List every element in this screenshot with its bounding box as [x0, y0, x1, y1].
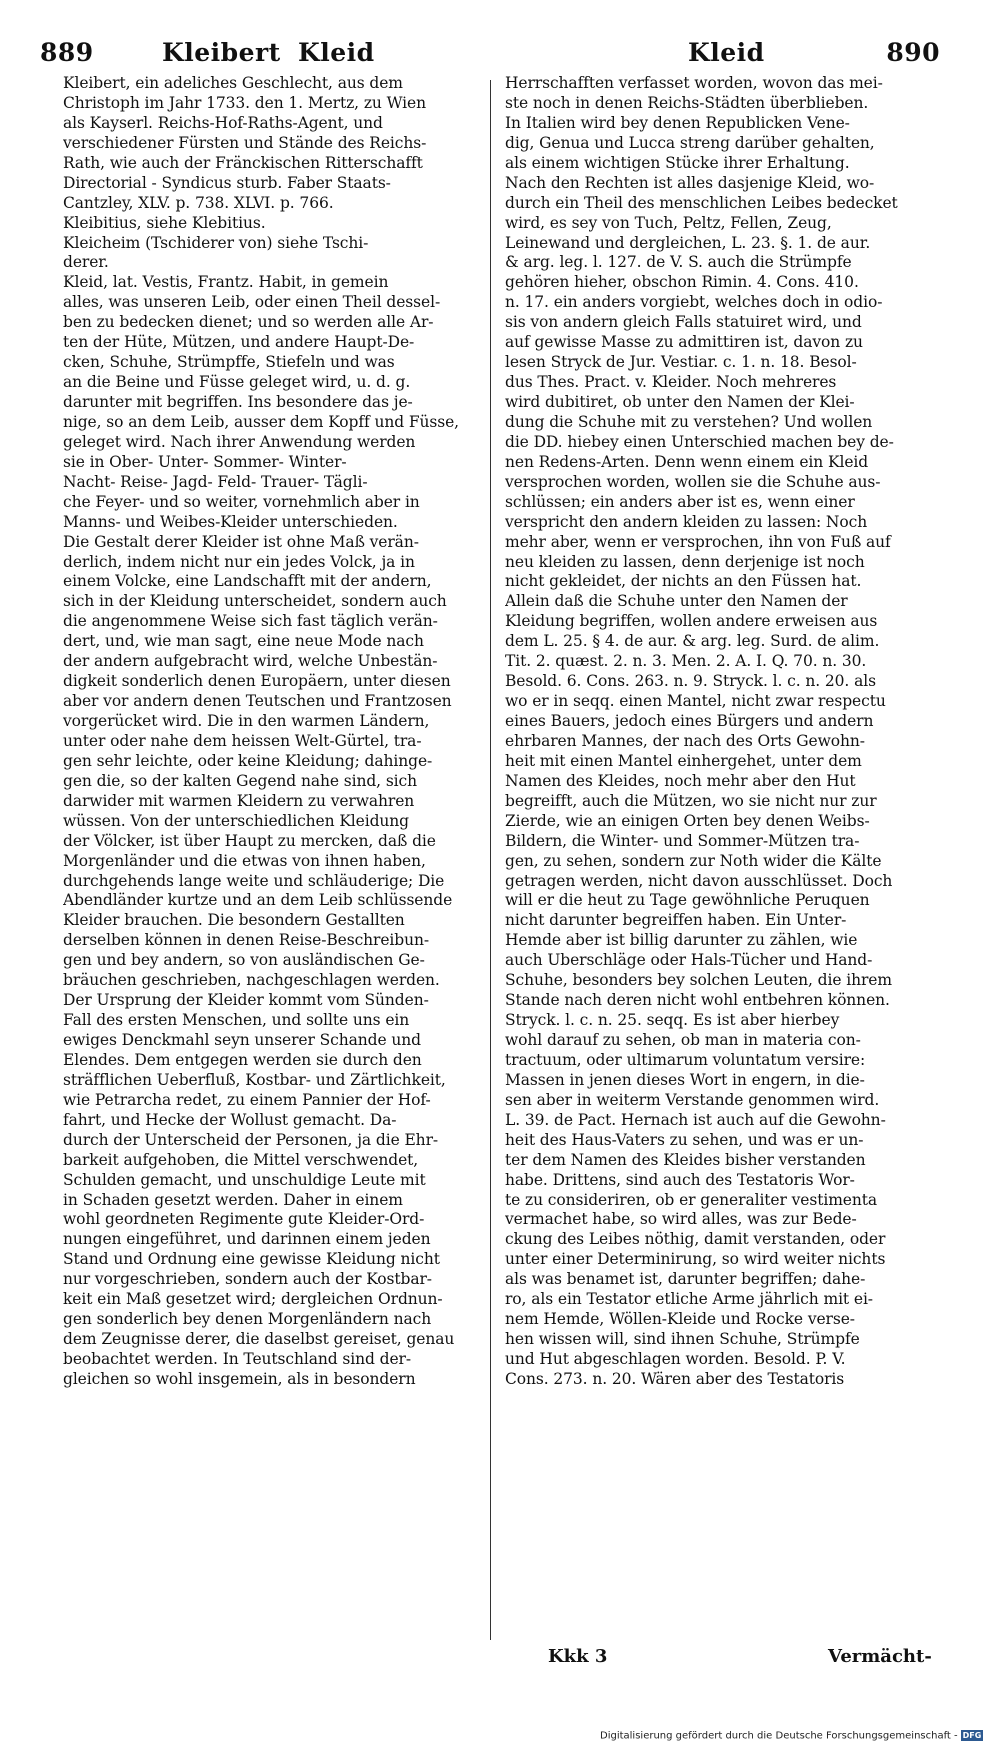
running-header [40, 38, 940, 72]
text-line: Kleicheim (Tschiderer von) siehe Tschi- [63, 233, 369, 252]
text-line: an die Beine und Füsse geleget wird, u. d. g. [63, 373, 411, 392]
text-line: versprochen worden, wollen sie die Schuhe aus- [505, 472, 881, 491]
text-line: Hemde aber ist billig darunter zu zählen, wie [505, 931, 858, 950]
text-line: verspricht den andern kleiden zu lassen: Noch [505, 512, 868, 531]
text-line: durch ein Theil des menschlichen Leibes bedecket [505, 193, 898, 212]
text-line: einem Volcke, eine Landschafft mit der andern, [63, 572, 432, 591]
text-line: Bildern, die Winter- und Sommer-Mützen tra- [505, 831, 860, 850]
text-line: nicht gekleidet, der nichts an den Füssen hat. [505, 572, 862, 591]
text-line: ste noch in denen Reichs-Städten überblieben. [505, 93, 869, 112]
text-line: neu kleiden zu lassen, denn derjenige ist noch [505, 552, 865, 571]
text-line: in Schaden gesetzt werden. Daher in einem [63, 1190, 403, 1209]
text-line: aber vor andern denen Teutschen und Frantzosen [63, 692, 452, 711]
text-line: derselben können in denen Reise-Beschreibun- [63, 931, 430, 950]
text-line: Massen in jenen dieses Wort in engern, in die- [505, 1070, 865, 1089]
text-line: te zu consideriren, ob er generaliter vestimenta [505, 1190, 878, 1209]
text-line: sie in Ober- Unter- Sommer- Winter- [63, 452, 347, 471]
text-line: auf gewisse Masse zu admittiren ist, davon zu [505, 333, 863, 352]
text-line: nige, so an dem Leib, ausser dem Kopff und Füsse, [63, 412, 460, 431]
text-line: Schuhe, besonders bey solchen Leuten, die ihrem [505, 971, 892, 990]
text-line: Rath, wie auch der Fränckischen Ritterschafft [63, 153, 423, 172]
text-line: getragen werden, nicht davon ausschlüsset. Doch [505, 871, 893, 890]
text-line: cken, Schuhe, Strümpffe, Stiefeln und was [63, 353, 395, 372]
text-line: gen und bey andern, so von ausländischen Ge- [63, 951, 425, 970]
text-line: Besold. 6. Cons. 263. n. 9. Stryck. l. c. n. 20. als [505, 672, 876, 691]
text-line: durchgehends lange weite und schläuderige; Die [63, 871, 445, 890]
text-line: nur vorgeschrieben, sondern auch der Kostbar- [63, 1270, 432, 1289]
text-line: nen Redens-Arten. Denn wenn einem ein Kleid [505, 452, 869, 471]
text-line: derlich, indem nicht nur ein jedes Volck, ja in [63, 552, 415, 571]
text-line: begreifft, auch die Mützen, wo sie nicht nur zur [505, 791, 877, 810]
text-line: auch Uberschläge oder Hals-Tücher und Hand- [505, 951, 873, 970]
header-keyword-right: Kleid [688, 38, 765, 67]
text-line: wüssen. Von der unterschiedlichen Kleidung [63, 811, 409, 830]
text-line: n. 17. ein anders vorgiebt, welches doch in odio- [505, 293, 883, 312]
text-line: Christoph im Jahr 1733. den 1. Mertz, zu Wien [63, 93, 426, 112]
text-line: Directorial - Syndicus sturb. Faber Staats- [63, 173, 391, 192]
text-line: wohl darauf zu sehen, ob man in materia con- [505, 1031, 861, 1049]
text-line: Elendes. Dem entgegen werden sie durch den [63, 1050, 422, 1069]
text-line: digkeit sonderlich denen Europäern, unter diesen [63, 672, 451, 691]
left-text-column [63, 74, 493, 1390]
text-line: die DD. hiebey einen Unterschied machen bey de- [505, 432, 894, 451]
text-line: ewiges Denckmahl seyn unserer Schande und [63, 1031, 421, 1049]
text-line: Stryck. l. c. n. 25. seqq. Es ist aber hierbey [505, 1011, 840, 1030]
text-line: Stande nach deren nicht wohl entbehren können. [505, 991, 890, 1010]
text-line: nem Hemde, Wöllen-Kleide und Rocke verse- [505, 1310, 855, 1329]
text-line: sen aber in weiterm Verstande genommen wird. [505, 1090, 880, 1109]
text-line: gen die, so der kalten Gegend nahe sind, sich [63, 771, 417, 790]
text-line: Manns- und Weibes-Kleider unterschieden. [63, 512, 398, 531]
text-line: gleichen so wohl insgemein, als in besondern [63, 1369, 416, 1388]
text-line: alles, was unseren Leib, oder einen Theil dessel- [63, 293, 441, 312]
text-line: durch der Unterscheid der Personen, ja die Ehr- [63, 1130, 439, 1149]
text-line: Nacht- Reise- Jagd- Feld- Trauer- Tägli- [63, 472, 368, 491]
text-line: gehören hieher, obschon Rimin. 4. Cons. 410. [505, 273, 859, 292]
text-line: wird, es sey von Tuch, Peltz, Fellen, Zeug, [505, 213, 832, 232]
text-line: dert, und, wie man sagt, eine neue Mode nach [63, 632, 424, 651]
text-line: verschiedener Fürsten und Stände des Reichs- [63, 133, 427, 152]
text-line: barkeit aufgehoben, die Mittel verschwendet, [63, 1150, 419, 1169]
text-line: Zierde, wie an einigen Orten bey denen Weibs- [505, 811, 870, 830]
text-line: ehrbaren Mannes, der nach des Orts Gewohn- [505, 731, 865, 750]
text-line: Kleibert, ein adeliches Geschlecht, aus dem [63, 74, 403, 92]
text-line: beobachtet werden. In Teutschland sind der- [63, 1350, 411, 1368]
header-keyword-left-1: Kleibert [162, 38, 281, 67]
text-line: gen sonderlich bey denen Morgenländern nach [63, 1310, 432, 1329]
footer-text: Digitalisierung gefördert durch die Deutsche Forschungsgemeinschaft - [600, 1730, 958, 1742]
text-line: ben zu bedecken dienet; und so werden alle Ar- [63, 313, 434, 332]
text-line: gen sehr leichte, oder keine Kleidung; dahinge- [63, 751, 433, 770]
text-line: ro, als ein Testator etliche Arme jährlich mit ei- [505, 1290, 873, 1309]
text-line: In Italien wird bey denen Republicken Vene- [505, 113, 850, 132]
text-line: will er die heut zu Tage gewöhnliche Peruquen [505, 891, 870, 910]
text-line: als was benamet ist, darunter begriffen; dahe- [505, 1270, 866, 1289]
text-line: Herrschafften verfasset worden, wovon das mei- [505, 74, 883, 92]
text-line: Kleidung begriffen, wollen andere erweisen aus [505, 612, 878, 631]
text-line: Tit. 2. quæst. 2. n. 3. Men. 2. A. I. Q. 70. n. 30. [505, 652, 867, 671]
text-line: Kleider brauchen. Die besondern Gestallten [63, 911, 405, 930]
text-line: tractuum, oder ultimarum voluntatum versire: [505, 1050, 866, 1069]
text-line: vermachet habe, so wird alles, was zur Bede- [505, 1210, 857, 1229]
text-line: Cons. 273. n. 20. Wären aber des Testatoris [505, 1369, 845, 1388]
text-line: darunter mit begriffen. Ins besondere das je- [63, 393, 413, 411]
text-line: che Feyer- und so weiter, vornehmlich aber in [63, 492, 420, 511]
text-line: hen wissen will, sind ihnen Schuhe, Strümpfe [505, 1330, 860, 1349]
text-line: fahrt, und Hecke der Wollust gemacht. Da- [63, 1110, 397, 1129]
text-line: wie Petrarcha redet, zu einem Pannier der Hof- [63, 1090, 431, 1109]
text-line: ter dem Namen des Kleides bisher verstanden [505, 1150, 866, 1169]
text-line: Leinewand und dergleichen, L. 23. §. 1. de aur. [505, 233, 871, 252]
text-line: dung die Schuhe mit zu verstehen? Und wollen [505, 412, 873, 431]
text-line: darwider mit warmen Kleidern zu verwahren [63, 791, 415, 810]
text-line: geleget wird. Nach ihrer Anwendung werden [63, 432, 416, 451]
text-line: sich in der Kleidung unterscheidet, sondern auch [63, 592, 447, 611]
text-line: sis von andern gleich Falls statuiret wird, und [505, 313, 862, 332]
text-line: der Völcker, ist über Haupt zu mercken, daß die [63, 831, 436, 850]
text-line: Der Ursprung der Kleider kommt vom Sünden- [63, 991, 429, 1010]
text-line: und Hut abgeschlagen worden. Besold. P. V. [505, 1350, 846, 1368]
text-line: L. 39. de Pact. Hernach ist auch auf die Gewohn- [505, 1110, 886, 1129]
text-line: Morgenländer und die etwas von ihnen haben, [63, 851, 426, 870]
text-line: unter oder nahe dem heissen Welt-Gürtel, tra- [63, 731, 422, 750]
text-line: dus Thes. Pract. v. Kleider. Noch mehreres [505, 373, 837, 392]
text-line: Allein daß die Schuhe unter den Namen der [505, 592, 848, 611]
text-line: sträfflichen Ueberfluß, Kostbar- und Zärtlichkeit, [63, 1070, 446, 1089]
text-line: Stand und Ordnung eine gewisse Kleidung nicht [63, 1250, 440, 1269]
text-line: derer. [63, 253, 109, 272]
text-line: keit ein Maß gesetzet wird; dergleichen Ordnun- [63, 1290, 443, 1309]
text-line: ckung des Leibes nöthig, damit verstanden, oder [505, 1230, 886, 1249]
signature-mark: Kkk 3 [548, 1646, 608, 1667]
text-line: Nach den Rechten ist alles dasjenige Kleid, wo- [505, 173, 875, 192]
catchword: Vermächt- [828, 1646, 932, 1667]
text-line: unter einer Determinirung, so wird weiter nichts [505, 1250, 886, 1269]
text-line: habe. Drittens, sind auch des Testatoris Wor- [505, 1170, 855, 1189]
text-line: eines Bauers, jedoch eines Bürgers und andern [505, 712, 874, 730]
text-line: vorgerücket wird. Die in den warmen Ländern, [63, 712, 430, 730]
text-line: nicht darunter begreiffen haben. Ein Unter- [505, 911, 847, 930]
text-line: lesen Stryck de Jur. Vestiar. c. 1. n. 18. Besol- [505, 353, 857, 372]
text-line: wo er in seqq. einen Mantel, nicht zwar respectu [505, 692, 886, 711]
text-line: Die Gestalt derer Kleider ist ohne Maß verän- [63, 532, 419, 551]
text-line: wohl geordneten Regimente gute Kleider-Ord- [63, 1210, 425, 1229]
page-number-right: 890 [886, 38, 940, 67]
page-number-left: 889 [40, 38, 94, 67]
text-line: wird dubitiret, ob unter den Namen der Klei- [505, 393, 855, 411]
text-line: gen, zu sehen, sondern zur Noth wider die Kälte [505, 851, 882, 870]
text-line: Namen des Kleides, noch mehr aber den Hut [505, 771, 856, 790]
text-line: dig, Genua und Lucca streng darüber gehalten, [505, 133, 875, 152]
text-line: der andern aufgebracht wird, welche Unbestän- [63, 652, 438, 671]
text-line: Abendländer kurtze und an dem Leib schlüssende [63, 891, 453, 910]
text-line: Cantzley, XLV. p. 738. XLVI. p. 766. [63, 193, 334, 212]
header-keyword-left-2: Kleid [298, 38, 375, 67]
text-line: als einem wichtigen Stücke ihrer Erhaltung. [505, 153, 850, 172]
text-line: Fall des ersten Menschen, und sollte uns ein [63, 1011, 410, 1030]
text-line: heit mit einen Mantel einhergehet, unter dem [505, 751, 862, 770]
digitization-footer [600, 1730, 980, 1742]
text-line: dem L. 25. § 4. de aur. & arg. leg. Surd. de alim. [505, 632, 880, 651]
text-line: Schulden gemacht, und unschuldige Leute mit [63, 1170, 426, 1189]
text-line: nungen eingeführet, und darinnen einem jeden [63, 1230, 431, 1249]
text-line: heit des Haus-Vaters zu sehen, und was er un- [505, 1130, 864, 1149]
text-line: mehr aber, wenn er versprochen, ihn von Fuß auf [505, 532, 891, 551]
text-line: dem Zeugnisse derer, die daselbst gereiset, genau [63, 1330, 455, 1349]
text-line: ten der Hüte, Mützen, und andere Haupt-De- [63, 333, 415, 352]
text-line: bräuchen geschrieben, nachgeschlagen werden. [63, 971, 440, 990]
text-line: Kleibitius, siehe Klebitius. [63, 213, 266, 232]
text-line: & arg. leg. l. 127. de V. S. auch die Strümpfe [505, 253, 852, 272]
right-text-column [505, 74, 935, 1390]
dfg-logo: DFG [962, 1731, 982, 1740]
text-line: Kleid, lat. Vestis, Frantz. Habit, in gemein [63, 273, 389, 292]
text-line: die angenommene Weise sich fast täglich verän- [63, 612, 438, 631]
text-line: schlüssen; ein anders aber ist es, wenn einer [505, 492, 855, 511]
text-line: als Kayserl. Reichs-Hof-Raths-Agent, und [63, 113, 383, 132]
column-divider [490, 80, 491, 1640]
